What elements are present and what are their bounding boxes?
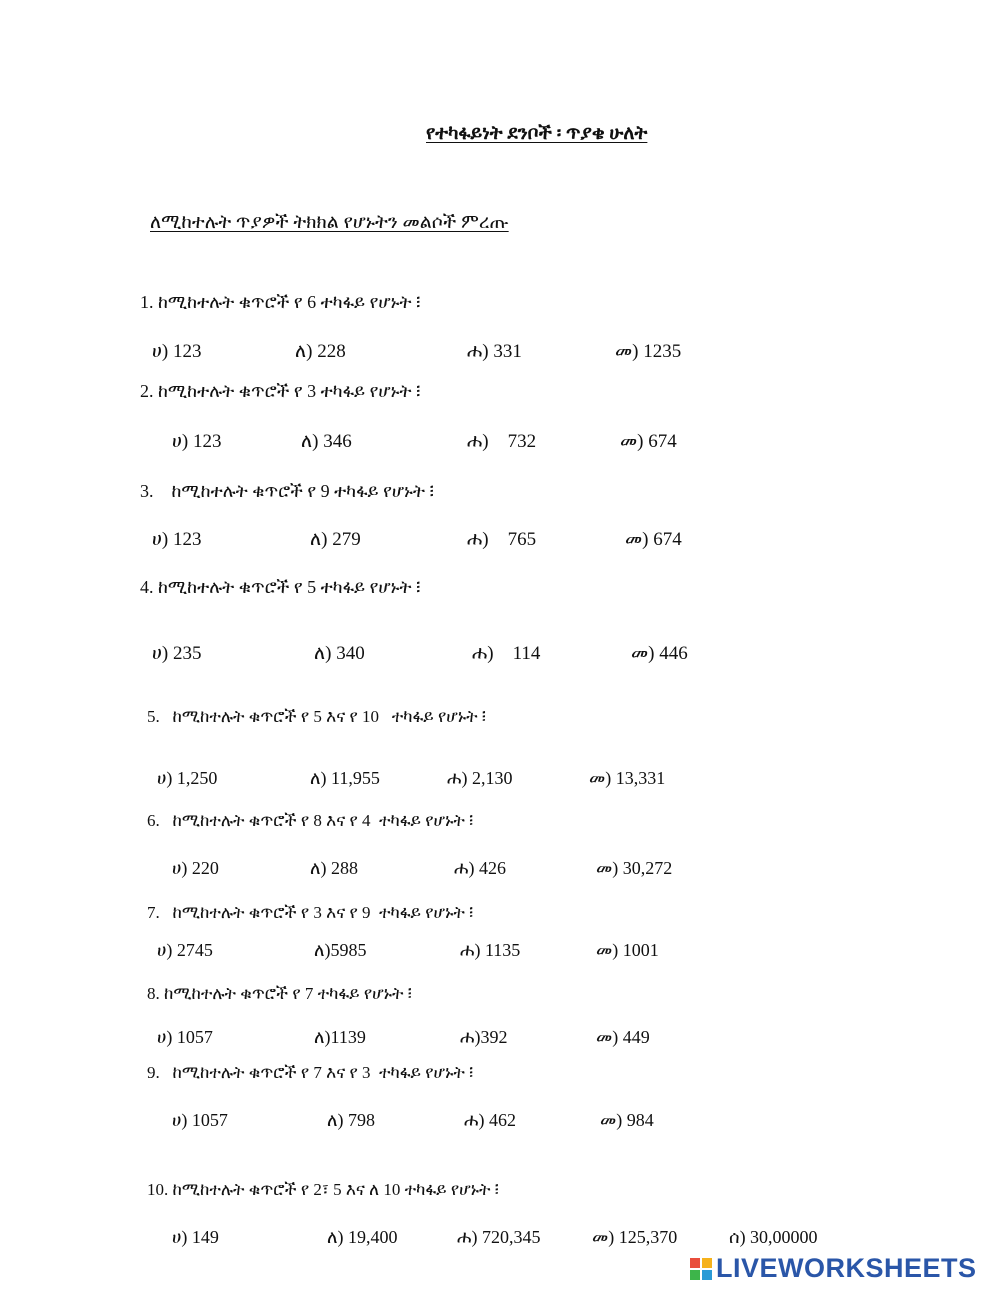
question-7-option-b[interactable]: ለ)5985 [314, 940, 367, 960]
question-5-text: 5. ከሚከተሉት ቁጥሮች የ 5 እና የ 10 ተካፋይ የሆኑት ፧ [147, 707, 486, 726]
worksheet-instruction: ለሚከተሉት ጥያዎች ትክክል የሆኑትን መልሶች ምረጡ [150, 212, 509, 233]
question-9-option-a[interactable]: ሀ) 1057 [172, 1110, 228, 1130]
logo-square-red [690, 1258, 700, 1268]
question-5-option-c[interactable]: ሐ) 2,130 [447, 768, 513, 788]
question-1-option-d[interactable]: መ) 1235 [615, 341, 682, 362]
question-4-option-a[interactable]: ሀ) 235 [152, 643, 202, 664]
logo-square-green [690, 1270, 700, 1280]
question-8-option-b[interactable]: ለ)1139 [314, 1027, 366, 1047]
question-6-text: 6. ከሚከተሉት ቁጥሮች የ 8 እና የ 4 ተካፋይ የሆኑት ፧ [147, 811, 474, 830]
question-5-option-b[interactable]: ለ) 11,955 [310, 768, 380, 788]
logo-text: LIVEWORKSHEETS [716, 1253, 977, 1283]
question-10-option-e[interactable]: ሰ) 30,00000 [729, 1227, 818, 1247]
question-10-option-a[interactable]: ሀ) 149 [172, 1227, 219, 1247]
question-7-option-c[interactable]: ሐ) 1135 [460, 940, 521, 960]
question-1-option-b[interactable]: ለ) 228 [295, 341, 346, 362]
question-9-text: 9. ከሚከተሉት ቁጥሮች የ 7 እና የ 3 ተካፋይ የሆኑት ፧ [147, 1063, 474, 1082]
question-2-text: 2. ከሚከተሉት ቁጥሮች የ 3 ተካፋይ የሆኑት ፧ [140, 381, 421, 401]
question-4-option-d[interactable]: መ) 446 [631, 643, 688, 664]
logo-squares-icon [690, 1258, 712, 1280]
question-1-option-a[interactable]: ሀ) 123 [152, 341, 202, 362]
question-8-option-a[interactable]: ሀ) 1057 [157, 1027, 213, 1047]
question-9-option-b[interactable]: ለ) 798 [327, 1110, 376, 1130]
question-9-option-d[interactable]: መ) 984 [600, 1110, 654, 1130]
question-7-text: 7. ከሚከተሉት ቁጥሮች የ 3 እና የ 9 ተካፋይ የሆኑት ፧ [147, 903, 474, 922]
question-5-option-d[interactable]: መ) 13,331 [589, 768, 666, 788]
question-8-option-d[interactable]: መ) 449 [596, 1027, 650, 1047]
question-8-text: 8. ከሚከተሉት ቁጥሮች የ 7 ተካፋይ የሆኑት ፧ [147, 984, 412, 1003]
logo-square-yellow [702, 1258, 712, 1268]
logo-square-blue [702, 1270, 712, 1280]
question-3-option-a[interactable]: ሀ) 123 [152, 529, 202, 550]
question-6-option-d[interactable]: መ) 30,272 [596, 858, 673, 878]
question-6-option-a[interactable]: ሀ) 220 [172, 858, 219, 878]
question-2-option-c[interactable]: ሐ) 732 [467, 431, 537, 452]
question-6-option-c[interactable]: ሐ) 426 [454, 858, 506, 878]
question-2-option-d[interactable]: መ) 674 [620, 431, 677, 452]
worksheet-title: የተካፋይነት ደንቦች ፡ ጥያቄ ሁለት [426, 123, 648, 144]
question-4-text: 4. ከሚከተሉት ቁጥሮች የ 5 ተካፋይ የሆኑት ፧ [140, 577, 421, 597]
question-3-text: 3. ከሚከተሉት ቁጥሮች የ 9 ተካፋይ የሆኑት ፧ [140, 481, 434, 501]
question-2-option-a[interactable]: ሀ) 123 [172, 431, 222, 452]
question-7-option-a[interactable]: ሀ) 2745 [157, 940, 213, 960]
question-10-option-c[interactable]: ሐ) 720,345 [457, 1227, 541, 1247]
question-3-option-b[interactable]: ለ) 279 [310, 529, 361, 550]
question-8-option-c[interactable]: ሐ)392 [460, 1027, 508, 1047]
question-7-option-d[interactable]: መ) 1001 [596, 940, 659, 960]
question-10-option-b[interactable]: ለ) 19,400 [327, 1227, 398, 1247]
question-2-option-b[interactable]: ለ) 346 [301, 431, 352, 452]
question-6-option-b[interactable]: ለ) 288 [310, 858, 359, 878]
question-1-text: 1. ከሚከተሉት ቁጥሮች የ 6 ተካፋይ የሆኑት ፧ [140, 292, 421, 312]
question-1-option-c[interactable]: ሐ) 331 [467, 341, 522, 362]
question-10-option-d[interactable]: መ) 125,370 [592, 1227, 678, 1247]
question-10-text: 10. ከሚከተሉት ቁጥሮች የ 2፣ 5 እና ለ 10 ተካፋይ የሆኑት ፧ [147, 1180, 499, 1199]
question-5-option-a[interactable]: ሀ) 1,250 [157, 768, 218, 788]
question-4-option-c[interactable]: ሐ) 114 [472, 643, 541, 664]
question-3-option-d[interactable]: መ) 674 [625, 529, 682, 550]
liveworksheets-logo[interactable] [690, 1253, 977, 1284]
question-4-option-b[interactable]: ለ) 340 [314, 643, 365, 664]
question-3-option-c[interactable]: ሐ) 765 [467, 529, 537, 550]
question-9-option-c[interactable]: ሐ) 462 [464, 1110, 516, 1130]
